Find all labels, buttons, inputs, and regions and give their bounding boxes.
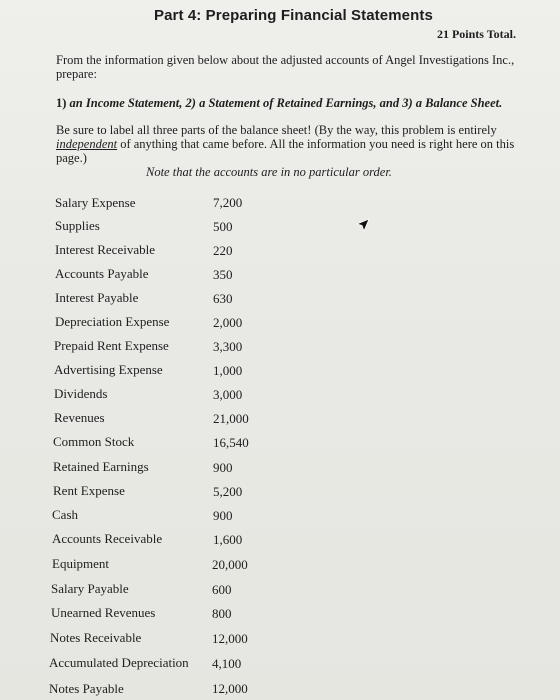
account-name: Salary Payable <box>51 581 129 596</box>
account-value: 220 <box>213 243 233 258</box>
account-name: Interest Payable <box>55 290 139 305</box>
account-name: Advertising Expense <box>54 362 163 377</box>
account-name: Equipment <box>52 556 110 571</box>
account-name: Unearned Revenues <box>51 605 156 620</box>
order-note: Note that the accounts are in no particular order. <box>146 165 392 179</box>
account-name: Accounts Payable <box>55 266 149 281</box>
account-name: Dividends <box>54 386 108 401</box>
account-value: 16,540 <box>213 435 249 450</box>
account-name: Rent Expense <box>53 483 125 498</box>
account-value: 800 <box>212 606 232 621</box>
account-name: Salary Expense <box>55 195 136 210</box>
account-value: 4,100 <box>212 656 242 671</box>
account-value: 3,000 <box>213 387 243 402</box>
note-part2: of anything that came before. All the information you need is right here on this page.) <box>56 137 515 165</box>
note-paragraph <box>56 123 526 165</box>
account-name: Common Stock <box>53 434 135 449</box>
account-value: 5,200 <box>213 484 243 499</box>
account-value: 12,000 <box>212 631 248 646</box>
account-value: 500 <box>213 219 233 234</box>
account-name: Depreciation Expense <box>55 314 170 329</box>
account-value: 7,200 <box>213 195 243 210</box>
account-name: Notes Receivable <box>50 630 142 645</box>
account-value: 2,000 <box>213 315 243 330</box>
account-name: Supplies <box>55 218 100 233</box>
account-value: 630 <box>213 291 233 306</box>
account-value: 20,000 <box>212 557 248 572</box>
points-total: 21 Points Total. <box>436 27 516 41</box>
instructions-line <box>56 96 526 110</box>
account-value: 3,300 <box>213 339 243 354</box>
account-value: 1,000 <box>213 363 243 378</box>
mouse-pointer-icon <box>356 218 370 232</box>
account-value: 350 <box>213 267 233 282</box>
instructions-number: 1) <box>56 96 67 110</box>
account-name: Interest Receivable <box>55 242 155 257</box>
account-value: 12,000 <box>212 681 248 696</box>
account-name: Revenues <box>54 410 105 425</box>
account-value: 900 <box>213 508 233 523</box>
note-part1: Be sure to label all three parts of the balance sheet! (By the way, this problem is entirely <box>56 123 497 137</box>
account-name: Retained Earnings <box>53 459 149 474</box>
account-name: Accumulated Depreciation <box>49 655 189 670</box>
note-emphasis: independent <box>56 137 118 151</box>
account-name: Cash <box>52 507 78 522</box>
instructions-text: an Income Statement, 2) a Statement of Retained Earnings, and 3) a Balance Sheet. <box>69 96 503 110</box>
account-name: Prepaid Rent Expense <box>54 338 169 353</box>
account-value: 1,600 <box>213 532 243 547</box>
account-value: 900 <box>213 460 233 475</box>
page-title: Part 4: Preparing Financial Statements <box>154 7 433 24</box>
account-name: Accounts Receivable <box>52 531 163 546</box>
account-value: 21,000 <box>213 411 249 426</box>
account-name: Notes Payable <box>49 681 124 696</box>
intro-paragraph: From the information given below about the adjusted accounts of Angel Investigations Inc., prepare: <box>56 53 515 81</box>
account-value: 600 <box>212 582 232 597</box>
